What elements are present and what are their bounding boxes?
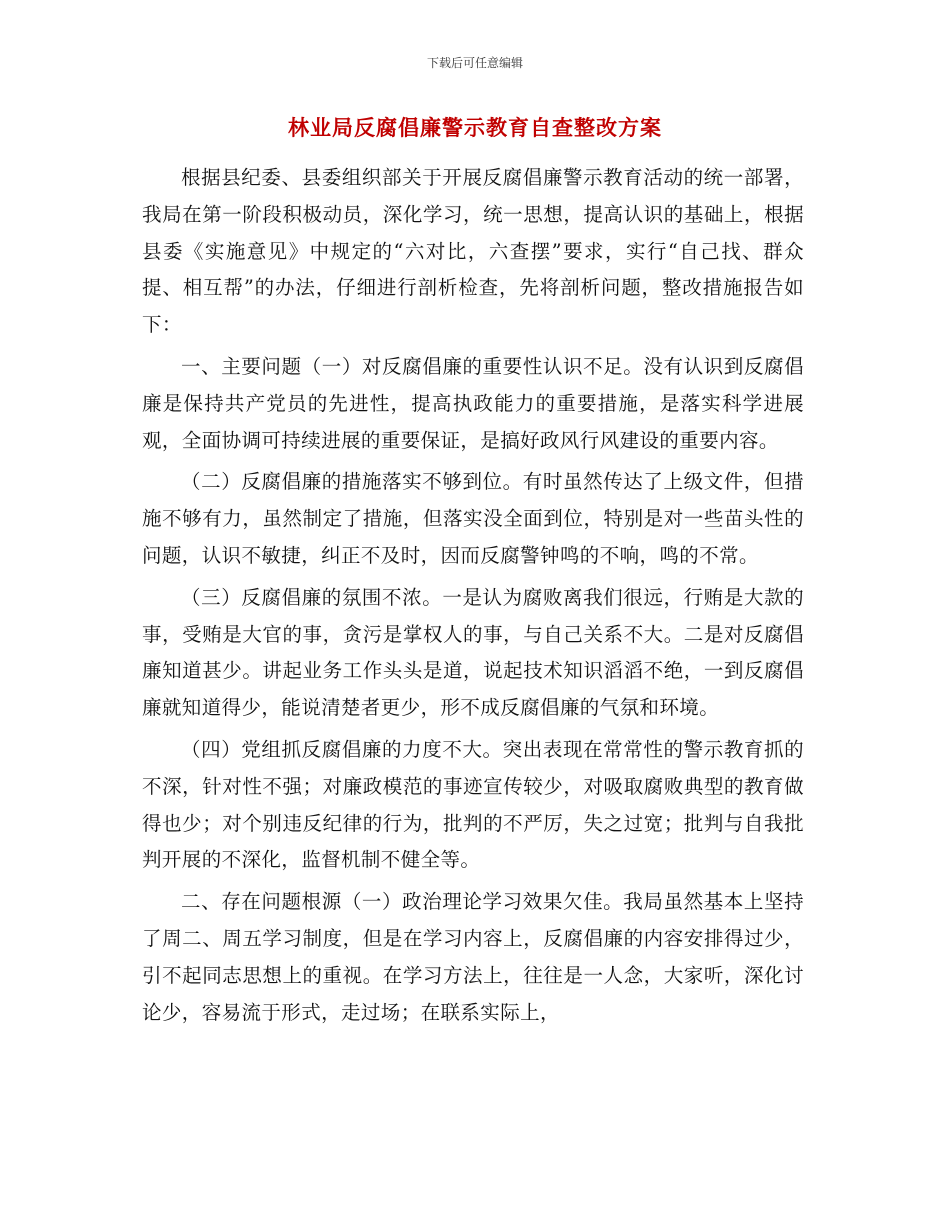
document-title: 林业局反腐倡廉警示教育自查整改方案 <box>288 115 662 140</box>
document-body <box>142 160 804 1031</box>
header-note: 下载后可任意编辑 <box>426 56 523 70</box>
paragraph-problem-1: 一、主要问题（一）对反腐倡廉的重要性认识不足。没有认识到反腐倡廉是保持共产党员的先进性，提高执政能力的重要措施，是落实科学进展观，全面协调可持续进展的重要保证，是搞好政风行风建设的重要内容。 <box>142 354 804 452</box>
paragraph-intro: 根据县纪委、县委组织部关于开展反腐倡廉警示教育活动的统一部署，我局在第一阶段积极动员，深化学习，统一思想，提高认识的基础上，根据县委《实施意见》中规定的“六对比，六查摆”要求，实行“自己找、群众提、相互帮”的办法，仔细进行剖析检查，先将剖析问题，整改措施报告如下： <box>142 166 804 337</box>
paragraph-problem-4: （四）党组抓反腐倡廉的力度不大。突出表现在常常性的警示教育抓的不深，针对性不强；对廉政模范的事迹宣传较少，对吸取腐败典型的教育做得也少；对个别违反纪律的行为，批判的不严厉，失之过宽；批判与自我批判开展的不深化，监督机制不健全等。 <box>142 737 804 872</box>
paragraph-problem-3: （三）反腐倡廉的氛围不浓。一是认为腐败离我们很远，行贿是大款的事，受贿是大官的事，贪污是掌权人的事，与自己关系不大。二是对反腐倡廉知道甚少。讲起业务工作头头是道，说起技术知识滔滔不绝，一到反腐倡廉就知道得少，能说清楚者更少，形不成反腐倡廉的气氛和环境。 <box>142 585 804 720</box>
paragraph-problem-2: （二）反腐倡廉的措施落实不够到位。有时虽然传达了上级文件，但措施不够有力，虽然制定了措施，但落实没全面到位，特别是对一些苗头性的问题，认识不敏捷，纠正不及时，因而反腐警钟鸣的不响，鸣的不常。 <box>142 470 804 567</box>
paragraph-root-cause-1: 二、存在问题根源（一）政治理论学习效果欠佳。我局虽然基本上坚持了周二、周五学习制度，但是在学习内容上，反腐倡廉的内容安排得过少，引不起同志思想上的重视。在学习方法上，往往是一人念，大家听，深化讨论少，容易流于形式，走过场；在联系实际上， <box>142 890 804 1024</box>
